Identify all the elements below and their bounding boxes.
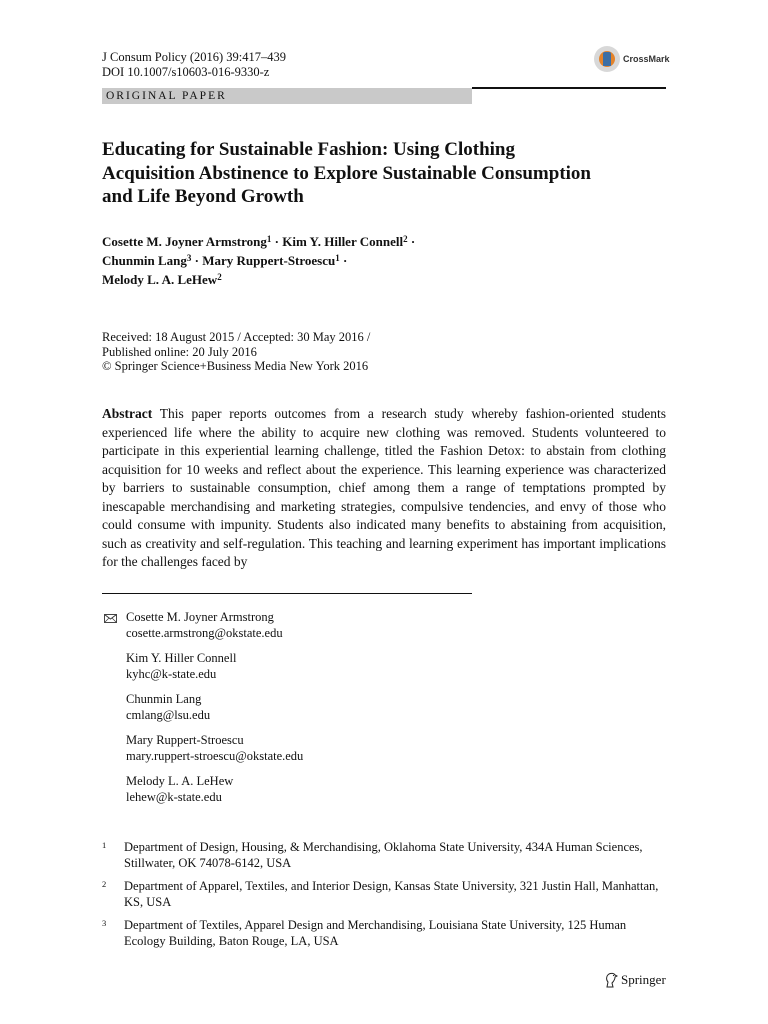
author-separator: · — [339, 253, 348, 268]
publisher-logo — [604, 972, 666, 988]
contact-email[interactable]: mary.ruppert-stroescu@okstate.edu — [126, 748, 304, 763]
published-line: Published online: 20 July 2016 — [102, 344, 257, 359]
contact-list — [126, 610, 303, 815]
author-separator: · — [271, 234, 283, 249]
contact-name: Kim Y. Hiller Connell — [126, 651, 237, 665]
contact-item — [126, 651, 303, 682]
envelope-icon — [104, 614, 117, 623]
author-list — [102, 232, 602, 289]
contact-name: Chunmin Lang — [126, 692, 202, 706]
section-banner: ORIGINAL PAPER — [102, 88, 472, 104]
affiliation-text: Department of Design, Housing, & Merchandising, Oklahoma State University, 434A Human Sciences, Stillwater, OK 74078-6142, USA — [124, 840, 643, 870]
contact-item — [126, 774, 303, 805]
affiliation-number: 2 — [102, 879, 107, 889]
affiliation-number: 3 — [102, 918, 107, 928]
contact-item — [126, 692, 303, 723]
abstract — [102, 405, 666, 572]
crossmark-icon — [594, 46, 620, 72]
crossmark-label: CrossMark — [623, 54, 670, 64]
contact-name: Cosette M. Joyner Armstrong — [126, 610, 274, 624]
author-affiliation-ref[interactable]: 1 — [335, 253, 340, 263]
doi-line[interactable]: DOI 10.1007/s10603-016-9330-z — [102, 65, 270, 79]
springer-horse-icon — [604, 972, 618, 988]
contact-email[interactable]: cosette.armstrong@okstate.edu — [126, 625, 283, 640]
contact-name: Mary Ruppert-Stroescu — [126, 733, 244, 747]
author-separator: · — [191, 253, 203, 268]
contact-item — [126, 733, 303, 764]
received-accepted-line: Received: 18 August 2015 / Accepted: 30 May 2016 / — [102, 330, 371, 344]
abstract-text: This paper reports outcomes from a research study whereby fashion-oriented students experienced life where the ability to acquire new clothing was removed. Students volunteered to participate in this experiential learning challenge, titled the Fashion Detox: to abstain from clothing acquisition for 10 weeks and reflect about the experience. This learning experience was characterized by barriers to sustainable consumption, chief among them a range of temptations prompted by inescapable merchandising and marketing strategies, compulsive tendencies, and envy of those who could consume with impunity. Students also indicated many benefits to abstaining from acquisition, such as creativity and self-regulation. This teaching and learning experiment has important implications for the challenges faced by — [102, 406, 666, 569]
author-affiliation-ref[interactable]: 1 — [266, 234, 272, 244]
author-name: Melody L. A. LeHew — [102, 272, 218, 287]
affiliation-number: 1 — [102, 840, 107, 850]
author-name: Chunmin Lang — [102, 253, 187, 268]
crossmark-badge[interactable] — [594, 46, 670, 72]
footnote-rule — [102, 593, 472, 594]
contact-email[interactable]: lehew@k-state.edu — [126, 789, 222, 804]
journal-citation — [102, 50, 286, 80]
author-name: Cosette M. Joyner Armstrong — [102, 234, 267, 249]
affiliation-text: Department of Textiles, Apparel Design and Merchandising, Louisiana State University, 125 Human Ecology Building, Baton Rouge, LA, USA — [124, 918, 627, 948]
affiliation-item — [102, 918, 666, 949]
abstract-label: Abstract — [102, 406, 153, 421]
affiliation-list — [102, 840, 666, 957]
author-name: Mary Ruppert-Stroescu — [202, 253, 336, 268]
copyright-line: © Springer Science+Business Media New York 2016 — [102, 359, 369, 373]
author-affiliation-ref[interactable]: 2 — [403, 234, 408, 244]
contact-item — [126, 610, 303, 641]
author-affiliation-ref[interactable]: 2 — [217, 272, 222, 282]
publication-dates — [102, 330, 370, 374]
contact-name: Melody L. A. LeHew — [126, 774, 234, 788]
journal-line: J Consum Policy (2016) 39:417–439 — [102, 50, 287, 64]
contact-email[interactable]: kyhc@k-state.edu — [126, 666, 217, 681]
paper-title: Educating for Sustainable Fashion: Using Clothing Acquisition Abstinence to Explore Sustainable Consumption and Life Beyond Growth — [102, 139, 591, 207]
affiliation-item — [102, 840, 666, 871]
header-rule — [472, 87, 666, 89]
contact-email[interactable]: cmlang@lsu.edu — [126, 707, 211, 722]
publisher-name: Springer — [621, 972, 666, 987]
affiliation-item — [102, 879, 666, 910]
author-separator: · — [407, 234, 416, 249]
author-name: Kim Y. Hiller Connell — [282, 234, 404, 249]
affiliation-text: Department of Apparel, Textiles, and Interior Design, Kansas State University, 321 Justin Hall, Manhattan, KS, USA — [124, 879, 659, 909]
author-affiliation-ref[interactable]: 3 — [186, 253, 192, 263]
